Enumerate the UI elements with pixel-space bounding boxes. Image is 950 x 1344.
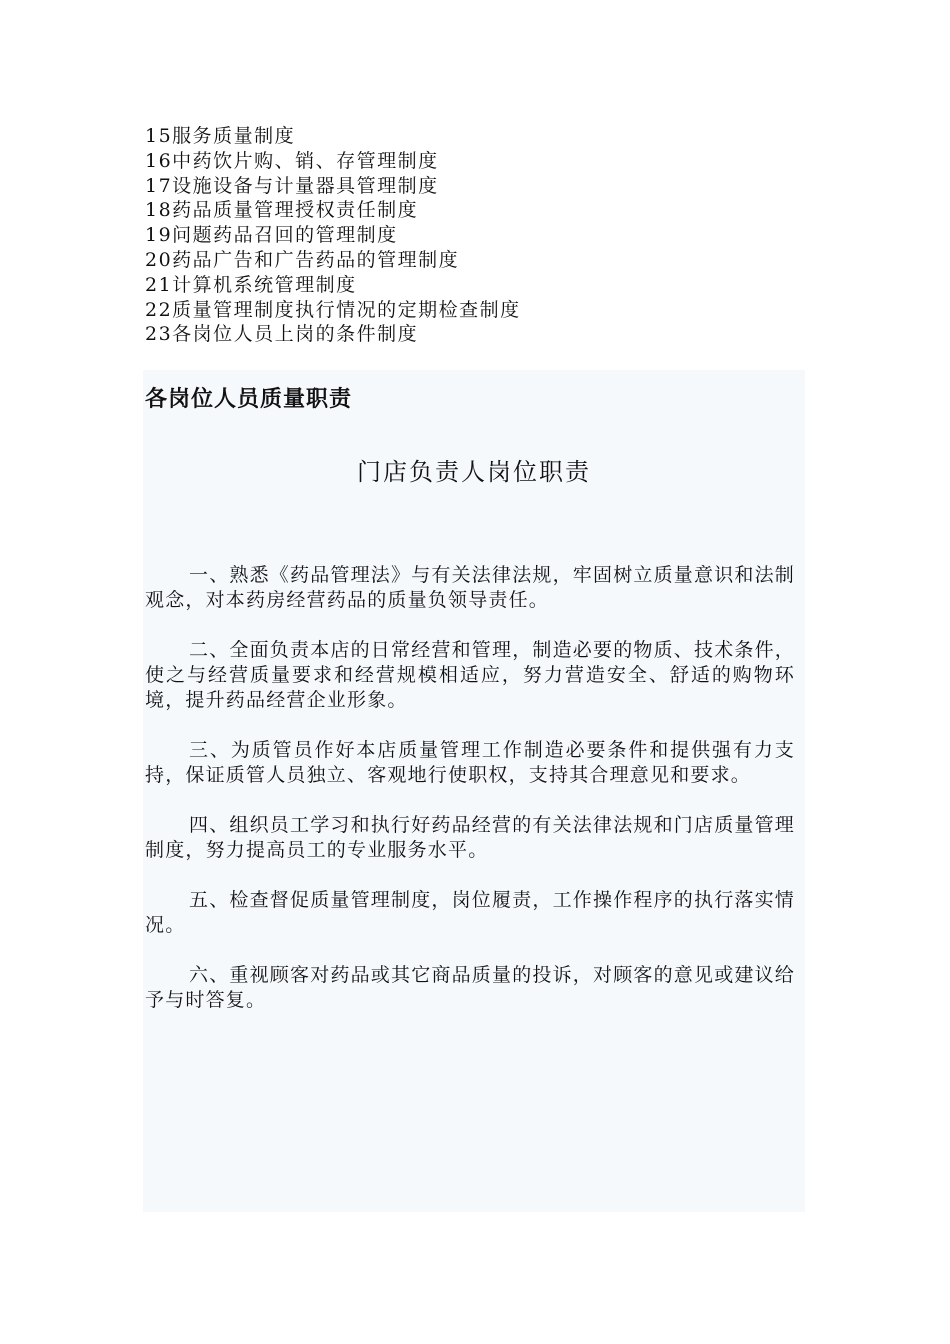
duty-paragraph: 四、组织员工学习和执行好药品经营的有关法律法规和门店质量管理制度，努力提高员工的专业服务水平。 <box>145 814 796 861</box>
duty-paragraph: 一、熟悉《药品管理法》与有关法律法规，牢固树立质量意识和法制观念，对本药房经营药品的质量负领导责任。 <box>145 564 796 611</box>
regulation-list-item: 17设施设备与计量器具管理制度 <box>145 174 439 197</box>
duty-paragraph: 六、重视顾客对药品或其它商品质量的投诉，对顾客的意见或建议给予与时答复。 <box>145 964 796 1011</box>
regulation-list-item: 22质量管理制度执行情况的定期检查制度 <box>145 298 521 321</box>
regulation-list-item: 18药品质量管理授权责任制度 <box>145 199 419 222</box>
duties-body <box>145 563 795 1038</box>
regulation-list <box>145 124 805 347</box>
regulation-list-item: 15服务质量制度 <box>145 125 296 147</box>
regulation-list-item: 21计算机系统管理制度 <box>145 273 357 296</box>
duty-paragraph: 二、全面负责本店的日常经营和管理，制造必要的物质、技术条件，使之与经营质量要求和经营规模相适应，努力营造安全、舒适的购物环境，提升药品经营企业形象。 <box>145 639 796 711</box>
regulation-list-item: 20药品广告和广告药品的管理制度 <box>145 248 460 271</box>
regulation-list-item: 19问题药品召回的管理制度 <box>145 224 398 247</box>
duty-paragraph: 三、为质管员作好本店质量管理工作制造必要条件和提供强有力支持，保证质管人员独立、客观地行使职权，支持其合理意见和要求。 <box>145 739 795 786</box>
section-heading: 各岗位人员质量职责 <box>145 386 353 412</box>
regulation-list-item: 16中药饮片购、销、存管理制度 <box>145 149 439 172</box>
document-title: 门店负责人岗位职责 <box>357 458 591 486</box>
regulation-list-item: 23各岗位人员上岗的条件制度 <box>145 323 419 346</box>
content-panel <box>143 370 805 1212</box>
duty-paragraph: 五、检查督促质量管理制度，岗位履责，工作操作程序的执行落实情况。 <box>145 889 796 936</box>
